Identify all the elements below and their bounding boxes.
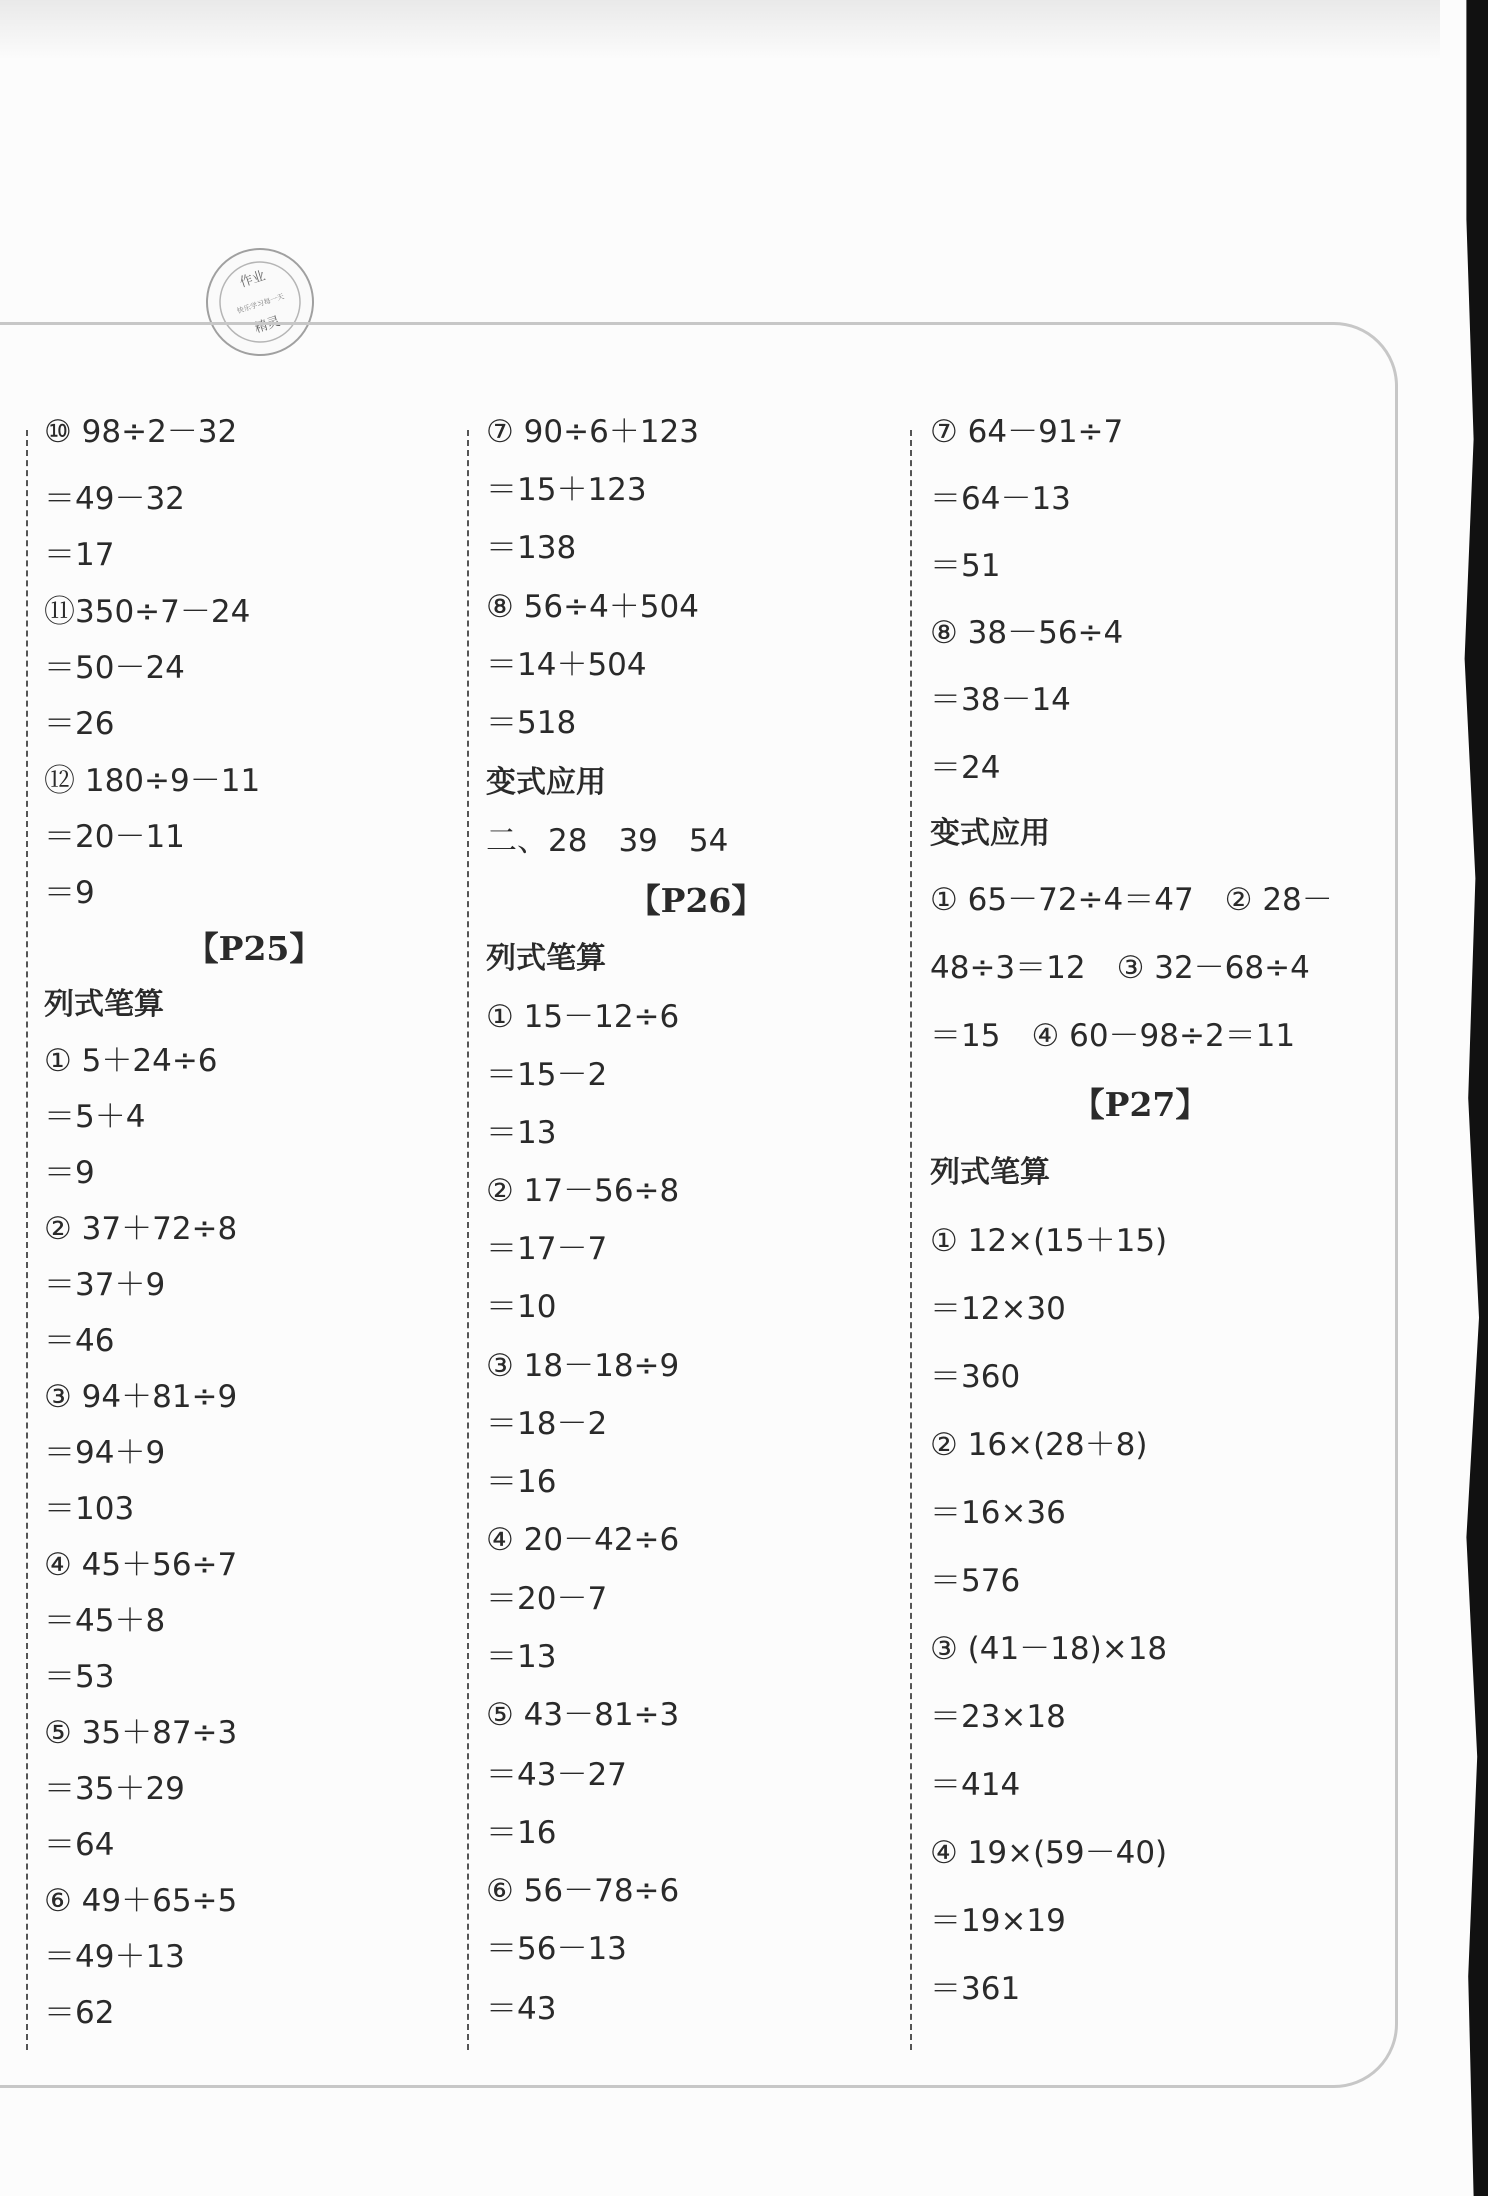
problem-expression: ④ 19×(59－40)	[930, 1835, 1168, 1871]
problem-expression: ⑩ 98÷2－32	[44, 414, 238, 450]
answer-step: ＝9	[44, 875, 95, 911]
answer-step: ＝13	[486, 1639, 557, 1675]
answer-step: ＝50－24	[44, 650, 185, 686]
top-shadow	[0, 0, 1440, 60]
torn-edge	[1452, 0, 1488, 2196]
section-heading: 列式笔算	[486, 941, 606, 976]
answer-step: ＝51	[930, 548, 1001, 584]
problem-expression: ⑧ 38－56÷4	[930, 615, 1124, 651]
answer-step: ＝53	[44, 1659, 115, 1695]
page-reference-heading: 【P27】	[1071, 1085, 1209, 1124]
problem-expression: ② 37＋72÷8	[44, 1211, 238, 1247]
answer-step: ＝20－7	[486, 1581, 608, 1617]
problem-expression: ⑥ 56－78÷6	[486, 1873, 680, 1909]
stamp-mid-text: 快乐学习每一天	[236, 292, 286, 316]
problem-expression: ⑫ 180÷9－11	[44, 763, 261, 799]
answer-step: ＝46	[44, 1323, 115, 1359]
answer-step: ＝13	[486, 1115, 557, 1151]
answer-step: ＝17	[44, 537, 115, 573]
problem-expression: ① 65－72÷4＝47 ② 28－	[930, 882, 1333, 918]
answer-step: ＝45＋8	[44, 1603, 166, 1639]
problem-expression: ⑤ 43－81÷3	[486, 1697, 680, 1733]
section-heading: 变式应用	[930, 816, 1050, 851]
answer-step: ＝414	[930, 1767, 1021, 1803]
section-heading: 列式笔算	[44, 987, 164, 1022]
answer-step: ＝5＋4	[44, 1099, 146, 1135]
answer-step: ＝360	[930, 1359, 1021, 1395]
answer-step: ＝35＋29	[44, 1771, 185, 1807]
answer-step: ＝576	[930, 1563, 1021, 1599]
answer-step: ＝16	[486, 1815, 557, 1851]
answer-step: ＝56－13	[486, 1931, 627, 1967]
answer-frame	[0, 322, 1398, 2088]
answer-step: ＝9	[44, 1155, 95, 1191]
answer-step: ＝49＋13	[44, 1939, 185, 1975]
problem-expression: ④ 45＋56÷7	[44, 1547, 238, 1583]
answer-step: ＝103	[44, 1491, 135, 1527]
answer-step: ＝138	[486, 530, 577, 566]
problem-expression: 48÷3＝12 ③ 32－68÷4	[930, 950, 1310, 986]
answer-step: ＝62	[44, 1995, 115, 2031]
answer-step: ＝26	[44, 706, 115, 742]
problem-expression: ① 15－12÷6	[486, 999, 680, 1035]
answer-step: ＝38－14	[930, 682, 1071, 718]
section-heading: 变式应用	[486, 765, 606, 800]
problem-expression: ⑦ 90÷6＋123	[486, 414, 699, 450]
answer-step: ＝16×36	[930, 1495, 1066, 1531]
problem-expression: ③ (41－18)×18	[930, 1631, 1168, 1667]
answer-step: ＝18－2	[486, 1406, 608, 1442]
answer-step: ＝361	[930, 1971, 1021, 2007]
answer-step: ＝12×30	[930, 1291, 1066, 1327]
problem-expression: ⑤ 35＋87÷3	[44, 1715, 238, 1751]
answer-step: ＝49－32	[44, 481, 185, 517]
problem-expression: 二、28 39 54	[486, 823, 729, 859]
problem-expression: ⑧ 56÷4＋504	[486, 589, 699, 625]
answer-step: ＝64	[44, 1827, 115, 1863]
column-divider-right	[910, 430, 912, 2050]
answer-step: ＝64－13	[930, 481, 1071, 517]
answer-step: ＝37＋9	[44, 1267, 166, 1303]
answer-step: ＝16	[486, 1464, 557, 1500]
answer-step: ＝19×19	[930, 1903, 1066, 1939]
problem-expression: ④ 20－42÷6	[486, 1522, 680, 1558]
answer-step: ＝15－2	[486, 1057, 608, 1093]
problem-expression: ③ 94＋81÷9	[44, 1379, 238, 1415]
problem-expression: ② 17－56÷8	[486, 1173, 680, 1209]
page-reference-heading: 【P26】	[627, 881, 765, 920]
answer-step: ＝10	[486, 1289, 557, 1325]
page-reference-heading: 【P25】	[185, 929, 323, 968]
problem-expression: ⑥ 49＋65÷5	[44, 1883, 238, 1919]
column-divider-left	[26, 430, 28, 2050]
answer-step: ＝94＋9	[44, 1435, 166, 1471]
problem-expression: ⑪350÷7－24	[44, 594, 251, 630]
answer-step: ＝14＋504	[486, 647, 647, 683]
column-divider-middle	[467, 430, 469, 2050]
stamp-bottom-text: 精灵	[252, 314, 283, 337]
answer-step: ＝23×18	[930, 1699, 1066, 1735]
problem-expression: ① 12×(15＋15)	[930, 1223, 1168, 1259]
problem-expression: ② 16×(28＋8)	[930, 1427, 1148, 1463]
stamp-top-text: 作业	[238, 268, 268, 291]
answer-step: ＝17－7	[486, 1231, 608, 1267]
answer-step: ＝43	[486, 1991, 557, 2027]
section-heading: 列式笔算	[930, 1155, 1050, 1190]
problem-expression: ① 5＋24÷6	[44, 1043, 218, 1079]
answer-step: ＝518	[486, 705, 577, 741]
answer-step: ＝15＋123	[486, 472, 647, 508]
problem-expression: ⑦ 64－91÷7	[930, 414, 1124, 450]
answer-step: ＝15 ④ 60－98÷2＝11	[930, 1018, 1296, 1054]
answer-step: ＝43－27	[486, 1757, 627, 1793]
problem-expression: ③ 18－18÷9	[486, 1348, 680, 1384]
answer-step: ＝20－11	[44, 819, 185, 855]
answer-step: ＝24	[930, 750, 1001, 786]
